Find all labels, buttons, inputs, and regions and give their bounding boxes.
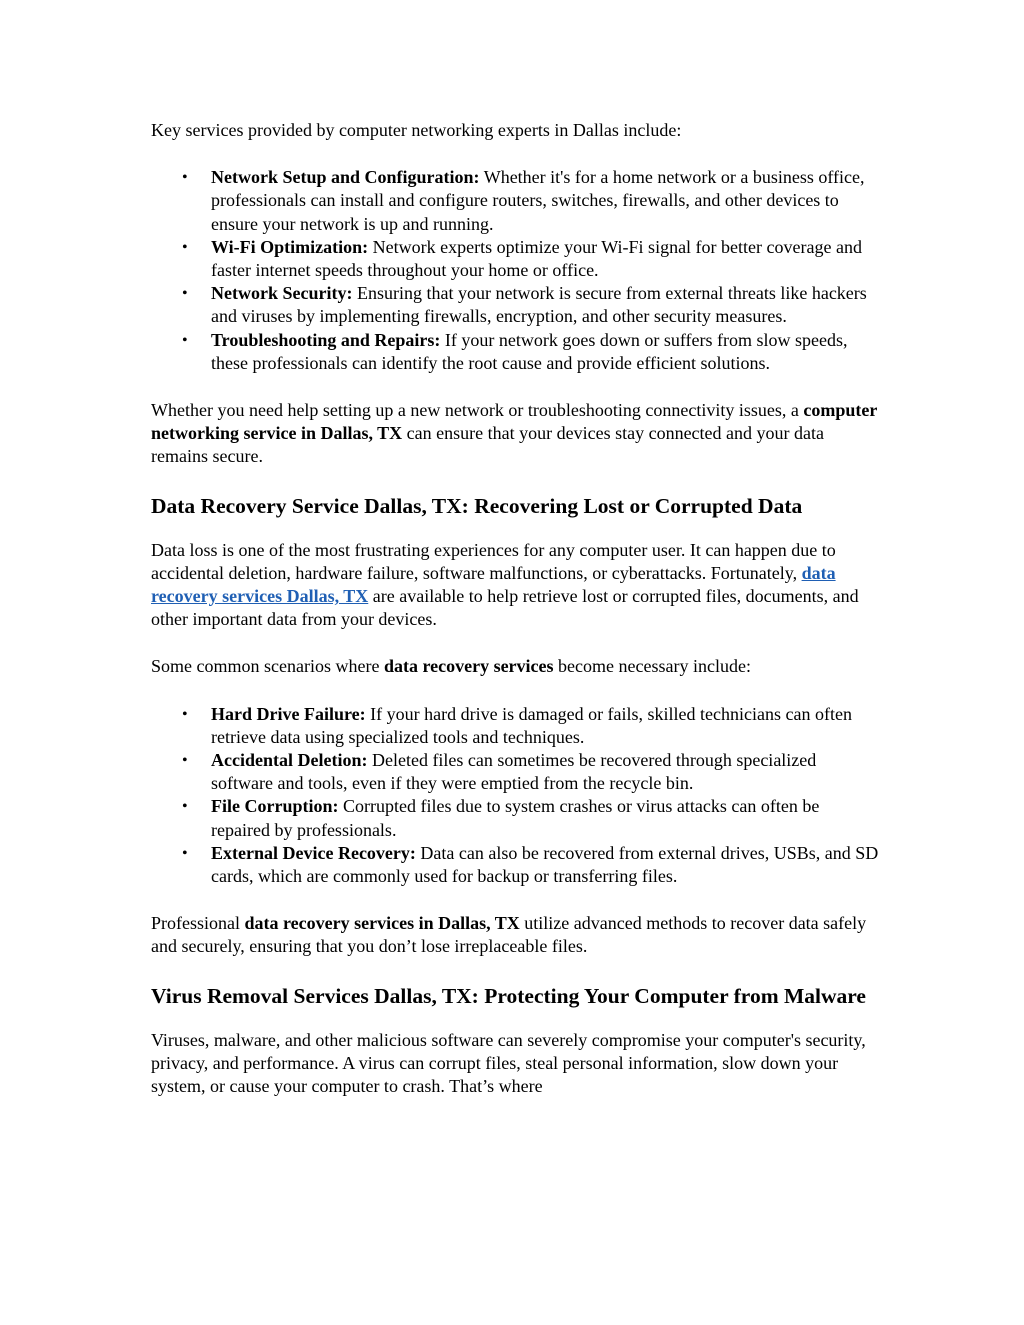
list-item — [151, 703, 881, 749]
data-recovery-summary-paragraph — [151, 912, 881, 958]
paragraph-bold-text: data recovery services — [383, 656, 554, 677]
data-loss-paragraph — [151, 539, 881, 632]
list-item-term: File Corruption: — [211, 796, 339, 817]
list-item — [151, 749, 881, 795]
list-item-text: Whether it's for a home network or a business office, professionals can install and configure routers, switches, firewalls, and other devices to ensure your network is up and running. — [211, 167, 865, 234]
networking-summary-paragraph — [151, 399, 881, 469]
list-item-term: Troubleshooting and Repairs: — [211, 329, 441, 350]
bullet-icon: • — [182, 238, 188, 256]
paragraph-text: can ensure that your devices stay connected and your data remains secure. — [151, 423, 825, 467]
list-item-text: If your hard drive is damaged or fails, skilled technicians can often retrieve data using specialized tools and techniques. — [211, 703, 852, 747]
list-item — [151, 842, 881, 888]
paragraph-bold-text: computer networking service in Dallas, TX — [151, 400, 877, 444]
virus-paragraph: Viruses, malware, and other malicious software can severely compromise your computer's security, privacy, and performance. A virus can corrupt files, steal personal information, slow down your system, or cause your computer to crash. That’s where — [151, 1029, 866, 1097]
networking-services-list — [151, 166, 881, 375]
section-heading-data-recovery: Data Recovery Service Dallas, TX: Recovering Lost or Corrupted Data — [151, 493, 803, 518]
bullet-icon: • — [182, 844, 188, 862]
scenarios-intro-paragraph — [151, 655, 881, 678]
list-item-term: Wi-Fi Optimization: — [211, 236, 369, 257]
paragraph-text: become necessary include: — [553, 656, 751, 677]
list-item-term: Network Security: — [211, 283, 353, 304]
bullet-icon: • — [182, 285, 188, 303]
list-item-text: If your network goes down or suffers from slow speeds, these professionals can identify the root cause and provide efficient solutions. — [211, 329, 848, 373]
paragraph-text: utilize advanced methods to recover data safely and securely, ensuring that you don’t lose irreplaceable files. — [151, 913, 867, 957]
bullet-icon: • — [182, 705, 188, 723]
section-heading-virus-removal: Virus Removal Services Dallas, TX: Protecting Your Computer from Malware — [151, 983, 866, 1008]
list-item-text: Corrupted files due to system crashes or virus attacks can often be repaired by professionals. — [211, 796, 820, 840]
document-page — [151, 119, 881, 1098]
list-item-text: Network experts optimize your Wi-Fi signal for better coverage and faster internet speeds throughout your home or office. — [211, 236, 862, 281]
list-item-text: Ensuring that your network is secure from external threats like hackers and viruses by implementing firewalls, encryption, and other security measures. — [211, 283, 867, 327]
data-recovery-scenarios-list — [151, 703, 881, 889]
data-recovery-link[interactable]: data recovery services Dallas, TX — [151, 562, 836, 607]
intro-paragraph: Key services provided by computer networking experts in Dallas include: — [151, 120, 682, 140]
bullet-icon: • — [182, 798, 188, 816]
paragraph-bold-text: data recovery services in Dallas, TX — [244, 913, 520, 934]
bullet-icon: • — [182, 169, 188, 187]
list-item — [151, 282, 881, 328]
paragraph-text: are available to help retrieve lost or corrupted files, documents, and other important data from your devices. — [151, 586, 859, 630]
list-item — [151, 795, 881, 841]
list-item-term: Accidental Deletion: — [211, 750, 368, 771]
paragraph-text: Data loss is one of the most frustrating experiences for any computer user. It can happen due to accidental deletion, hardware failure, software malfunctions, or cyberattacks. Fortunately, — [151, 539, 836, 583]
list-item-term: External Device Recovery: — [211, 842, 416, 863]
list-item-text: Data can also be recovered from external drives, USBs, and SD cards, which are commonly used for backup or transferring files. — [211, 842, 879, 887]
list-item-text: Deleted files can sometimes be recovered through specialized software and tools, even if they were emptied from the recycle bin. — [211, 750, 817, 794]
list-item — [151, 166, 881, 236]
list-item — [151, 329, 881, 375]
paragraph-text: Some common scenarios where — [151, 656, 384, 677]
bullet-icon: • — [182, 752, 188, 770]
list-item-term: Network Setup and Configuration: — [211, 167, 480, 188]
list-item-term: Hard Drive Failure: — [211, 703, 366, 724]
paragraph-text: Professional — [151, 913, 245, 934]
list-item — [151, 236, 881, 282]
bullet-icon: • — [182, 331, 188, 349]
paragraph-text: Whether you need help setting up a new network or troubleshooting connectivity issues, a — [151, 400, 804, 421]
